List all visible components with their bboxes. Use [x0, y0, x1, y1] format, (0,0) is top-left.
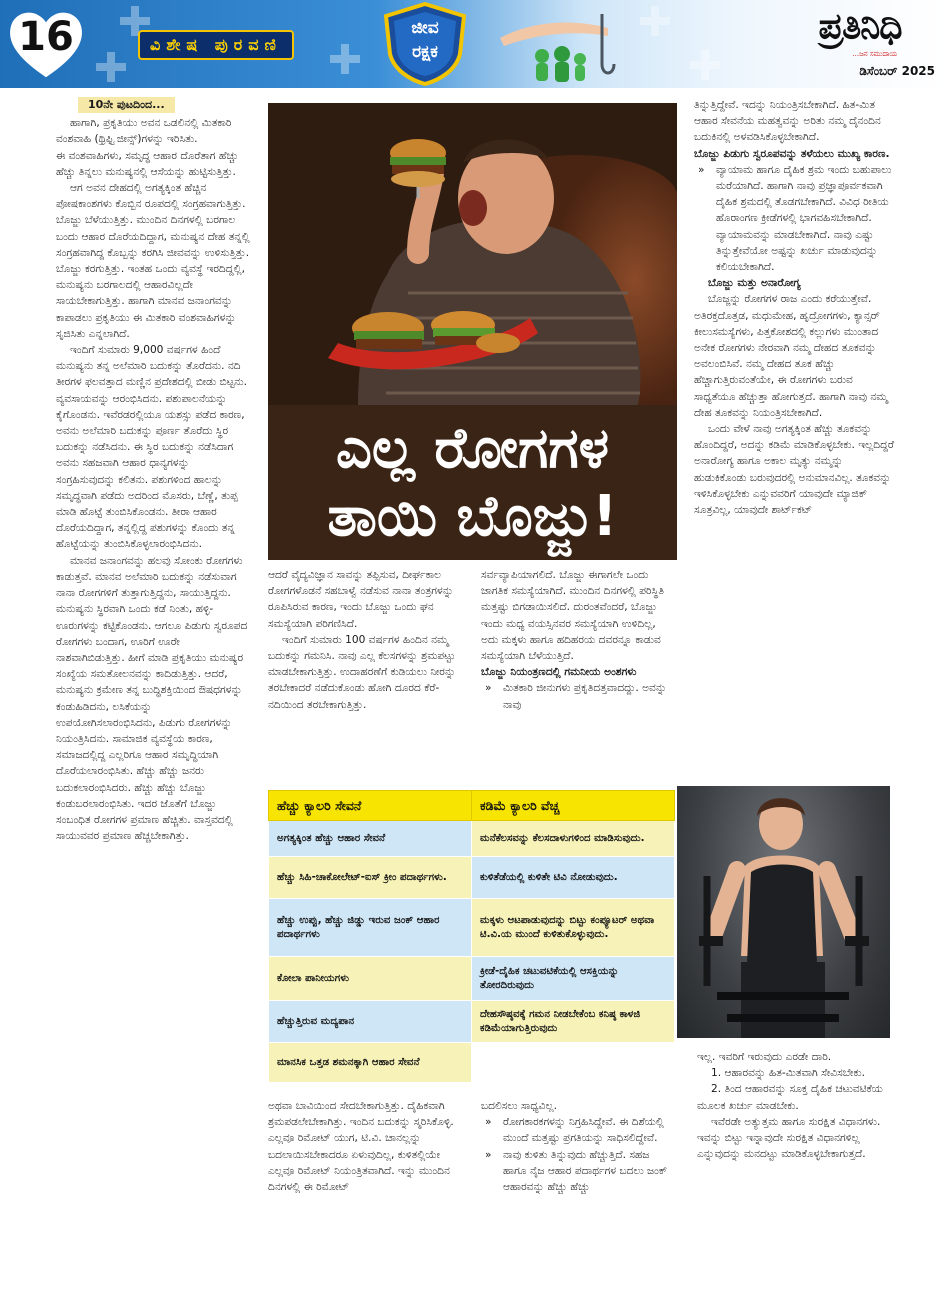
table-header-high-calorie: ಹೆಚ್ಚು ಕ್ಯಾಲರಿ ಸೇವನೆ: [269, 791, 472, 821]
masthead-title: ಪ್ರತಿನಿಧಿ: [818, 5, 902, 47]
table-cell: ಅಗತ್ಯಕ್ಕಿಂತ ಹೆಚ್ಚು ಆಹಾರ ಸೇವನೆ: [269, 821, 472, 857]
page-number-badge: [6, 6, 86, 82]
paragraph: ಬದಲಿಸಲು ಸಾಧ್ಯವಿಲ್ಲ.: [481, 1100, 557, 1112]
hero-photo-man-eating-burger: [268, 103, 677, 405]
bullet-text: ನಾವು ಕುಳಿತು ತಿನ್ನುವುದು ಹೆಚ್ಚುತ್ತಿದೆ. ಸಹಜ ಹಾಗೂ ನೈಜ ಆಹಾರ ಪದಾರ್ಥಗಳ ಬದಲು ಜಂಕ್ ಆಹಾರವನ್ನು ಹೆಚ್ಚು ಹೆಚ್ಚು: [503, 1148, 668, 1194]
bullet-text: ಮಿತಕಾರಿ ಜೀನುಗಳು ಪ್ರಕೃತಿದತ್ತವಾದದ್ದು. ಅವನ್ನು ನಾವು: [503, 682, 667, 711]
column-3-upper: [481, 567, 675, 713]
paragraph: ಆದರೆ ವೈದ್ಯವಿಜ್ಞಾನ ಸಾವನ್ನು ತಪ್ಪಿಸುವ, ದೀರ್ಘಕಾಲ ರೋಗಗಳೊಡನೆ ಸಹಬಾಳ್ವೆ ನಡೆಸುವ ನಾನಾ ತಂತ್ರಗಳನ್ನು ರೂಪಿಸಿರುವ ಕಾರಣ, ಇಂದು ಬೊಜ್ಜು ಒಂದು ಘನ ಸಮಸ್ಯೆಯಾಗಿ ಪರಿಗಣಿಸಿದೆ.: [268, 569, 454, 630]
elliptical-trainer-illustration: [677, 786, 890, 1038]
list-item: 1. ಆಹಾರವನ್ನು ಹಿತ-ಮಿತವಾಗಿ ಸೇವಿಸಬೇಕು.: [711, 1067, 865, 1080]
paragraph: ಬೊಜ್ಜನ್ನು ರೋಗಗಳ ರಾಜ ಎಂದು ಕರೆಯುತ್ತೇವೆ. ಅತಿರಕ್ತದೊತ್ತಡ, ಮಧುಮೇಹ, ಹೃದ್ರೋಗಗಳು, ಕ್ಯಾನ್ಸರ್ ಕೀಲುಸಮಸ್ಯೆಗಳು, ಪಿತ್ತಕೋಶದಲ್ಲಿ ಕಲ್ಲುಗಳು ಮುಂತಾದ ಅನೇಕ ರೋಗಗಳು ನೇರವಾಗಿ ನಮ್ಮ ದೇಹದ ತೂಕವನ್ನು ಅವಲಂಬಿಸಿವೆ. ನಮ್ಮ ದೇಹದ ತೂಕ ಹೆಚ್ಚು ಹೆಚ್ಚಾಗುತ್ತಿರುವಂತೆಯೇ, ಈ ರೋಗಗಳು ಬರುವ ಸಾಧ್ಯತೆಯೂ ಹೆಚ್ಚುತ್ತಾ ಹೋಗುತ್ತದೆ. ಹಾಗಾಗಿ ನಾವು ನಮ್ಮ ದೇಹ ತೂಕವನ್ನು ನಿಯಂತ್ರಿಸಬೇಕಾಗಿದೆ.: [694, 293, 888, 419]
table-cell: ದೇಹಸೌಷ್ಠವಕ್ಕೆ ಗಮನ ನೀಡಬೇಕೆಂಬ ಕನಿಷ್ಠ ಕಾಳಜಿ ಕಡಿಮೆಯಾಗುತ್ತಿರುವುದು: [472, 1001, 675, 1043]
masthead: [785, 4, 935, 84]
headline-box: [268, 405, 677, 560]
column-4-lower: [697, 1049, 897, 1162]
table-header-row: [269, 791, 675, 821]
table-cell: ಮಾನಸಿಕ ಒತ್ತಡ ಶಮನಕ್ಕಾಗಿ ಆಹಾರ ಸೇವನೆ: [269, 1043, 472, 1083]
table-cell: ಹೆಚ್ಚುತ್ತಿರುವ ಮದ್ಯಪಾನ: [269, 1001, 472, 1043]
burger-eating-illustration: [268, 103, 677, 405]
paragraph: ಈ ವಂಶವಾಹಿಗಳು, ಸಮೃದ್ಧ ಆಹಾರ ದೊರೆತಾಗ ಹೆಚ್ಚು ಹೆಚ್ಚು ತಿನ್ನಲು ಮನುಷ್ಯನಲ್ಲಿ ಆಸೆಯನ್ನು ಹುಟ್ಟಿಸುತ್ತಿತ್ತು.: [56, 149, 239, 178]
page-header: [0, 0, 945, 88]
table-header-low-calorie: ಕಡಿಮೆ ಕ್ಯಾಲರಿ ವೆಚ್ಚ: [472, 791, 675, 821]
bullet-marker: »: [485, 1148, 492, 1161]
column-2-upper: [268, 567, 464, 713]
protecting-hands-icon: [490, 4, 620, 84]
bullet-item: [481, 1114, 675, 1146]
paragraph: ಅಥವಾ ಬಾವಿಯಿಂದ ಸೇದಬೇಕಾಗುತ್ತಿತ್ತು. ದೈಹಿಕವಾಗಿ ಶ್ರಮಪಡಲೇಬೇಕಾಗಿತ್ತು. ಇಂದಿನ ಬದುಕನ್ನು ಸ್ಮರಿಸಿಕೊಳ್ಳಿ. ಎಲ್ಲವೂ ರಿಮೋಟ್ ಯುಗ, ಟಿ.ವಿ. ಚಾನಲ್ಲನ್ನು ಬದಲಾಯಿಸಬೇಕಾದರೂ ಏಳುವುದಿಲ್ಲ, ಕುಳಿತಲ್ಲಿಯೇ ಎಲ್ಲವೂ ರಿಮೋಟ್ ನಿಯಂತ್ರಿತವಾಗಿದೆ. ಇನ್ನು ಮುಂದಿನ ದಿನಗಳಲ್ಲಿ ಈ ರಿಮೋಟ್: [268, 1100, 454, 1194]
list-item: 2. ತಿಂದ ಆಹಾರವನ್ನು ಸೂಕ್ತ ದೈಹಿಕ ಚಟುವಟಿಕೆಯ ಮೂಲಕ ಖರ್ಚು ಮಾಡಬೇಕು.: [697, 1083, 883, 1112]
paragraph: ಒಂದು ವೇಳೆ ನಾವು ಅಗತ್ಯಕ್ಕಿಂತ ಹೆಚ್ಚು ತೂಕವನ್ನು ಹೊಂದಿದ್ದರೆ, ಅದನ್ನು ಕಡಿಮೆ ಮಾಡಿಕೊಳ್ಳಬೇಕು. ಇಲ್ಲದಿದ್ದರೆ ಅನಾರೋಗ್ಯ ಹಾಗೂ ಅಕಾಲ ಮೃತ್ಯು ನಮ್ಮನ್ನು ಹುಡುಕಿಕೊಂಡು ಬರುವುದರಲ್ಲಿ ಅನುಮಾನವಿಲ್ಲ. ತೂಕವನ್ನು ಇಳಿಸಿಕೊಳ್ಳಬೇಕು ಎನ್ನುವವರಿಗೆ ಯಾವುದೇ ಮ್ಯಾಜಿಕ್ ಸೂತ್ರವಿಲ್ಲ, ಯಾವುದೇ ಶಾರ್ಟ್‌ಕಟ್: [694, 423, 894, 517]
subheading: ಬೊಜ್ಜು ಪಿಡುಗು ಸ್ವರೂಪವನ್ನು ತಳೆಯಲು ಮುಖ್ಯ ಕಾರಣ.: [694, 147, 890, 160]
headline-line2: ತಾಯಿ ಬೊಜ್ಜು!: [327, 484, 618, 549]
headline-line1: ಎಲ್ಲ ರೋಗಗಳ: [335, 416, 610, 481]
paragraph: ಮಾನವ ಜನಾಂಗವನ್ನು ಹಲವು ಸೋಂಕು ರೋಗಗಳು ಕಾಡುತ್ತವೆ. ಮಾನವ ಅಲೆಮಾರಿ ಬದುಕನ್ನು ನಡೆಸುವಾಗ ನಾನಾ ರೋಗಗಳಿಗೆ ತುತ್ತಾಗುತ್ತಿದ್ದನು, ಸಾಯುತ್ತಿದ್ದನು. ಮನುಷ್ಯನು ಸ್ಥಿರವಾಗಿ ಒಂದು ಕಡೆ ನಿಂತು, ಹಳ್ಳಿ-ಊರುಗಳನ್ನು ಕಟ್ಟಿಕೊಂಡನು. ಆಗಲೂ ಪಿಡುಗು ಸ್ವರೂಪದ ರೋಗಗಳು ಬಂದಾಗ, ಊರಿಗೆ ಊರೇ ನಾಶವಾಗಿಬಿಡುತ್ತಿತ್ತು. ಹೀಗೆ ಮಾಡಿ ಪ್ರಕೃತಿಯು ಮನುಷ್ಯರ ಸಂಖ್ಯೆಯ ಸಮತೋಲನವನ್ನು ಕಾದಿಡುತ್ತಿತ್ತು. ಆದರೆ, ಮನುಷ್ಯನು ಕ್ರಮೇಣ ತನ್ನ ಬುದ್ಧಿಶಕ್ತಿಯಿಂದ ಔಷಧಗಳನ್ನು ಕಂಡುಹಿಡಿದನು, ಲಸಿಕೆಯನ್ನು ಉಪಯೋಗಿಸಲಾರಂಭಿಸಿದನು, ಪಿಡುಗು ರೋಗಗಳನ್ನು ನಿಯಂತ್ರಿಸಿದನು. ಸಾಮಾಜಿಕ ವ್ಯವಸ್ಥೆಯ ಕಾರಣ, ಸಮಾಜದಲ್ಲಿದ್ದ ಎಲ್ಲರಿಗೂ ಆಹಾರ ಸಮೃದ್ಧಿಯಾಗಿ ದೊರೆಯಲಾರಂಭಿಸಿತು. ಹೆಚ್ಚು ಹೆಚ್ಚು ಜನರು ಬದುಕಲಾರಂಭಿಸಿದರು. ಹೆಚ್ಚು ಹೆಚ್ಚು ಬೊಜ್ಜು ಕಂಡುಬರಲಾರಂಭಿಸಿತು. ಇದರ ಜೊತೆಗೆ ಬೊಜ್ಜು ಸಂಬಂಧಿತ ರೋಗಗಳ ಪ್ರಮಾಣ ಹೆಚ್ಚಿತು. ವಾಸ್ತವದಲ್ಲಿ ಸಾಯುವವರ ಪ್ರಮಾಣ ಹೆಚ್ಚಬೇಕಾಗಿತ್ತು.: [56, 554, 248, 843]
bullet-marker: »: [485, 682, 492, 695]
photo-woman-exercising: [677, 786, 890, 1038]
column-3-lower: [481, 1098, 675, 1195]
table-cell: ಹೆಚ್ಚು ಉಪ್ಪು, ಹೆಚ್ಚು ಜಿಡ್ಡು ಇರುವ ಜಂಕ್ ಆಹಾರ ಪದಾರ್ಥಗಳು: [269, 899, 472, 957]
paragraph: ಸರ್ವವ್ಯಾಪಿಯಾಗಲಿದೆ. ಬೊಜ್ಜು ಈಗಾಗಲೇ ಒಂದು ಜಾಗತಿಕ ಸಮಸ್ಯೆಯಾಗಿದೆ. ಮುಂದಿನ ದಿನಗಳಲ್ಲಿ ಪರಿಸ್ಥಿತಿ ಮತ್ತಷ್ಟು ಬಿಗಡಾಯಿಸಲಿದೆ. ದುರಂತವೆಂದರೆ, ಬೊಜ್ಜು ಇಂದು ಮಧ್ಯ ವಯಸ್ಸಿನವರ ಸಮಸ್ಯೆಯಾಗಿ ಉಳಿದಿಲ್ಲ, ಅದು ಮಕ್ಕಳು ಹಾಗೂ ಹದಿಹರಯ ದವರನ್ನೂ ಕಾಡುವ ಸಮಸ್ಯೆಯಾಗಿ ಬೆಳೆಯುತ್ತಿದೆ.: [481, 569, 664, 663]
column-4-upper: [694, 97, 894, 518]
bullet-text: ವ್ಯಾಯಾಮ ಹಾಗೂ ದೈಹಿಕ ಶ್ರಮ ಇಂದು ಬಹುಪಾಲು ಮರೆಯಾಗಿದೆ. ಹಾಗಾಗಿ ನಾವು ಪ್ರಜ್ಞಾಪೂರ್ವಕವಾಗಿ ದೈಹಿಕ ಶ್ರಮದಲ್ಲಿ ತೊಡಗಬೇಕಾಗಿದೆ. ವಿವಿಧ ರೀತಿಯ ಹೊರಾಂಗಣ ಕ್ರೀಡೆಗಳಲ್ಲಿ ಭಾಗವಹಿಸಬೇಕಾಗಿದೆ. ವ್ಯಾಯಾಮವನ್ನು ಮಾಡಬೇಕಾಗಿದೆ. ನಾವು ಎಷ್ಟು ತಿನ್ನುತ್ತೇವೆಯೋ ಅಷ್ಟನ್ನು ಖರ್ಚು ಮಾಡುವುದನ್ನು ಕಲಿಯಬೇಕಾಗಿದೆ.: [716, 163, 892, 274]
subheading: ಬೊಜ್ಜು ಮತ್ತು ಅನಾರೋಗ್ಯ: [708, 277, 801, 290]
table-cell: [472, 1043, 675, 1083]
paragraph: ಇಲ್ಲ. ಇವರಿಗೆ ಇರುವುದು ಎರಡೇ ದಾರಿ.: [697, 1051, 832, 1063]
calorie-comparison-table: [268, 790, 675, 1083]
table-cell: ಮಕ್ಕಳು ಆಟಪಾಡುವುದನ್ನು ಬಿಟ್ಟು ಕಂಪ್ಯೂಟರ್ ಅಥವಾ ಟಿ.ವಿ.ಯ ಮುಂದೆ ಕುಳಿತುಕೊಳ್ಳುವುದು.: [472, 899, 675, 957]
masthead-tagline: ...ಜನ ಸಮುದಾಯ: [852, 50, 897, 58]
table-cell: ಮನೆಕೆಲಸವನ್ನು ಕೆಲಸದಾಳುಗಳಿಂದ ಮಾಡಿಸುವುದು.: [472, 821, 675, 857]
paragraph: ಇಂದಿಗೆ ಸುಮಾರು 9,000 ವರ್ಷಗಳ ಹಿಂದೆ ಮನುಷ್ಯನು ತನ್ನ ಅಲೆಮಾರಿ ಬದುಕನ್ನು ತೊರೆದನು. ನದಿ ತೀರಗಳ ಫಲವತ್ತಾದ ಮಣ್ಣಿನ ಪ್ರದೇಶದಲ್ಲಿ ಬೀಡು ಬಿಟ್ಟನು. ವ್ಯವಸಾಯವನ್ನು ಆರಂಭಿಸಿದನು. ಪಶುಪಾಲನೆಯನ್ನು ಕೈಗೊಂಡನು. ಇವೆರಡರಲ್ಲಿಯೂ ಯಶಸ್ಸು ಪಡೆದ ಕಾರಣ, ಅವನು ಅಲೆಮಾರಿ ಬದುಕನ್ನು ಪೂರ್ಣ ತೊರೆದು ಸ್ಥಿರ ಬದುಕನ್ನು ನಡೆಸಿದನು. ಈ ಸ್ಥಿರ ಬದುಕನ್ನು ನಡೆಸಿದಾಗ ಅವನು ಸಹಜವಾಗಿ ಆಹಾರ ಧಾನ್ಯಗಳನ್ನು ಸಂಗ್ರಹಿಸುವುದನ್ನು ಕಲಿತನು. ಪಶುಗಳಿಂದ ಹಾಲನ್ನು ಸಮೃದ್ಧವಾಗಿ ಪಡೆದು ಅದರಿಂದ ಮೊಸರು, ಬೆಣ್ಣೆ, ತುಪ್ಪ ಮಾಡಿ ಹೊಟ್ಟೆ ತುಂಬಿಸಿಕೊಂಡನು. ತೀರಾ ಆಹಾರ ದೊರೆಯದಿದ್ದಾಗ, ತನ್ನಲ್ಲಿದ್ದ ಪಶುಗಳನ್ನು ಕೊಂದು ತನ್ನ ಹೊಟ್ಟೆಯನ್ನು ತುಂಬಿಸಿಕೊಳ್ಳಲಾರಂಭಿಸಿದನು.: [56, 344, 248, 551]
bullet-item: [481, 680, 675, 712]
bullet-text: ರೋಗಕಾರಕಗಳನ್ನು ನಿಗ್ರಹಿಸಿದ್ದೇವೆ. ಈ ದಿಶೆಯಲ್ಲಿ ಮುಂದೆ ಮತ್ತಷ್ಟು ಪ್ರಗತಿಯನ್ನು ಸಾಧಿಸಲಿದ್ದೇವೆ.: [503, 1116, 664, 1145]
bullet-item: [481, 1147, 675, 1196]
table-cell: ಕುಳಿತೆಡೆಯಲ್ಲಿ ಕುಳಿತೇ ಟಿವಿ ನೋಡುವುದು.: [472, 857, 675, 899]
table-row: [269, 1001, 675, 1043]
logo-line1: ಜೀವ: [411, 18, 439, 38]
bullet-item: [694, 162, 894, 275]
table-cell: ಕ್ರೀಡೆ-ದೈಹಿಕ ಚಟುವಟಿಕೆಯಲ್ಲಿ ಆಸಕ್ತಿಯನ್ನು ತೋರದಿರುವುದು: [472, 957, 675, 1001]
paragraph: ತಿನ್ನುತ್ತಿದ್ದೇವೆ. ಇದನ್ನು ನಿಯಂತ್ರಿಸಬೇಕಾಗಿದೆ. ಹಿತ-ಮಿತ ಆಹಾರ ಸೇವನೆಯ ಮಹತ್ವವನ್ನು ಅರಿತು ನಮ್ಮ ದೈನಂದಿನ ಬದುಕಿನಲ್ಲಿ ಅಳವಡಿಸಿಕೊಳ್ಳಬೇಕಾಗಿದೆ.: [694, 99, 881, 144]
table-row: [269, 1043, 675, 1083]
table-row: [269, 821, 675, 857]
subheading: ಬೊಜ್ಜು ನಿಯಂತ್ರಣದಲ್ಲಿ ಗಮನೀಯ ಅಂಶಗಳು: [481, 666, 637, 679]
table-row: [269, 957, 675, 1001]
paragraph: ಆಗ ಅವನ ದೇಹದಲ್ಲಿ ಅಗತ್ಯಕ್ಕಿಂತ ಹೆಚ್ಚಿನ ಪೋಷಕಾಂಶಗಳು ಕೊಬ್ಬಿನ ರೂಪದಲ್ಲಿ ಸಂಗ್ರಹವಾಗುತ್ತಿತ್ತು. ಬೊಜ್ಜು ಬೆಳೆಯುತ್ತಿತ್ತು. ಮುಂದಿನ ದಿನಗಳಲ್ಲಿ ಬರಗಾಲ ಬಂದು ಆಹಾರ ದೊರೆಯದಿದ್ದಾಗ, ಮನುಷ್ಯನ ದೇಹ ತನ್ನಲ್ಲಿ ಸಂಗ್ರಹವಾಗಿದ್ದ ಕೊಬ್ಬನ್ನು ಕರಗಿಸಿ ಜೀವವನ್ನು ಉಳಿಸುತ್ತಿತ್ತು. ಬೊಜ್ಜು ಕರಗುತ್ತಿತ್ತು. ಇಂತಹ ಒಂದು ವ್ಯವಸ್ಥೆ ಇರದಿದ್ದಲ್ಲಿ, ಮನುಷ್ಯನು ಬರಗಾಲದಲ್ಲಿ ಆಹಾರವಿಲ್ಲದೇ ಸಾಯಬೇಕಾಗುತ್ತಿತ್ತು. ಹಾಗಾಗಿ ಮಾನವ ಜನಾಂಗವನ್ನು ಕಾಪಾಡಲು ಪ್ರಕೃತಿಯು ಈ ಮಿತಕಾರಿ ವಂಶವಾಹಿಗಳನ್ನು ಸೃಜಿಸಿತು ಎನ್ನಲಾಗಿದೆ.: [56, 182, 250, 340]
table-cell: ಹೆಚ್ಚು ಸಿಹಿ-ಚಾಕೋಲೇಟ್-ಐಸ್ ಕ್ರೀಂ ಪದಾರ್ಥಗಳು.: [269, 857, 472, 899]
paragraph: ಹಾಗಾಗಿ, ಪ್ರಕೃತಿಯು ಅವನ ಒಡಲಿನಲ್ಲಿ ಮಿತಕಾರಿ ವಂಶವಾಹಿ (ಥ್ರಿಫ್ಟಿ ಜೀನ್ಸ್)ಗಳನ್ನು ಇರಿಸಿತು.: [56, 117, 232, 146]
section-label: ವಿಶೇಷ ಪುರವಣಿ: [138, 30, 294, 60]
table-cell: ಕೋಲಾ ಪಾನೀಯಗಳು: [269, 957, 472, 1001]
issue-date: ಡಿಸೆಂಬರ್ 2025: [859, 64, 935, 78]
continued-from-label: 10ನೇ ಪುಟದಿಂದ...: [78, 97, 175, 113]
bullet-marker: »: [698, 163, 705, 176]
table-row: [269, 857, 675, 899]
paragraph: ಇಂದಿಗೆ ಸುಮಾರು 100 ವರ್ಷಗಳ ಹಿಂದಿನ ನಮ್ಮ ಬದುಕನ್ನು ಗಮನಿಸಿ. ನಾವು ಎಲ್ಲ ಕೆಲಸಗಳನ್ನು ಶ್ರಮಪಟ್ಟು ಮಾಡಬೇಕಾಗುತ್ತಿತ್ತು. ಉದಾಹರಣೆಗೆ ಕುಡಿಯಲು ನೀರನ್ನು ತರಬೇಕಾದರೆ ನಡೆದುಕೊಂಡು ಹೋಗಿ ದೂರದ ಕೆರೆ-ನದಿಯಿಂದ ತರಬೇಕಾಗುತ್ತಿತ್ತು.: [268, 633, 456, 711]
page-number: 16: [18, 14, 74, 60]
column-2-lower: [268, 1098, 464, 1195]
bullet-marker: »: [485, 1116, 492, 1129]
logo-line2: ರಕ್ಷಕ: [412, 42, 438, 62]
table-row: [269, 899, 675, 957]
jeeva-rakshaka-logo: [380, 2, 470, 86]
paragraph: ಇವೆರಡೇ ಅತ್ಯುತ್ತಮ ಹಾಗೂ ಸುರಕ್ಷಿತ ವಿಧಾನಗಳು. ಇವನ್ನು ಬಿಟ್ಟು ಇನ್ನಾವುದೇ ಸುರಕ್ಷಿತ ವಿಧಾನಗಳಿಲ್ಲ ಎನ್ನುವುದನ್ನು ಮನದಟ್ಟು ಮಾಡಿಕೊಳ್ಳಬೇಕಾಗುತ್ತದೆ.: [697, 1115, 881, 1161]
column-1: [56, 97, 250, 844]
